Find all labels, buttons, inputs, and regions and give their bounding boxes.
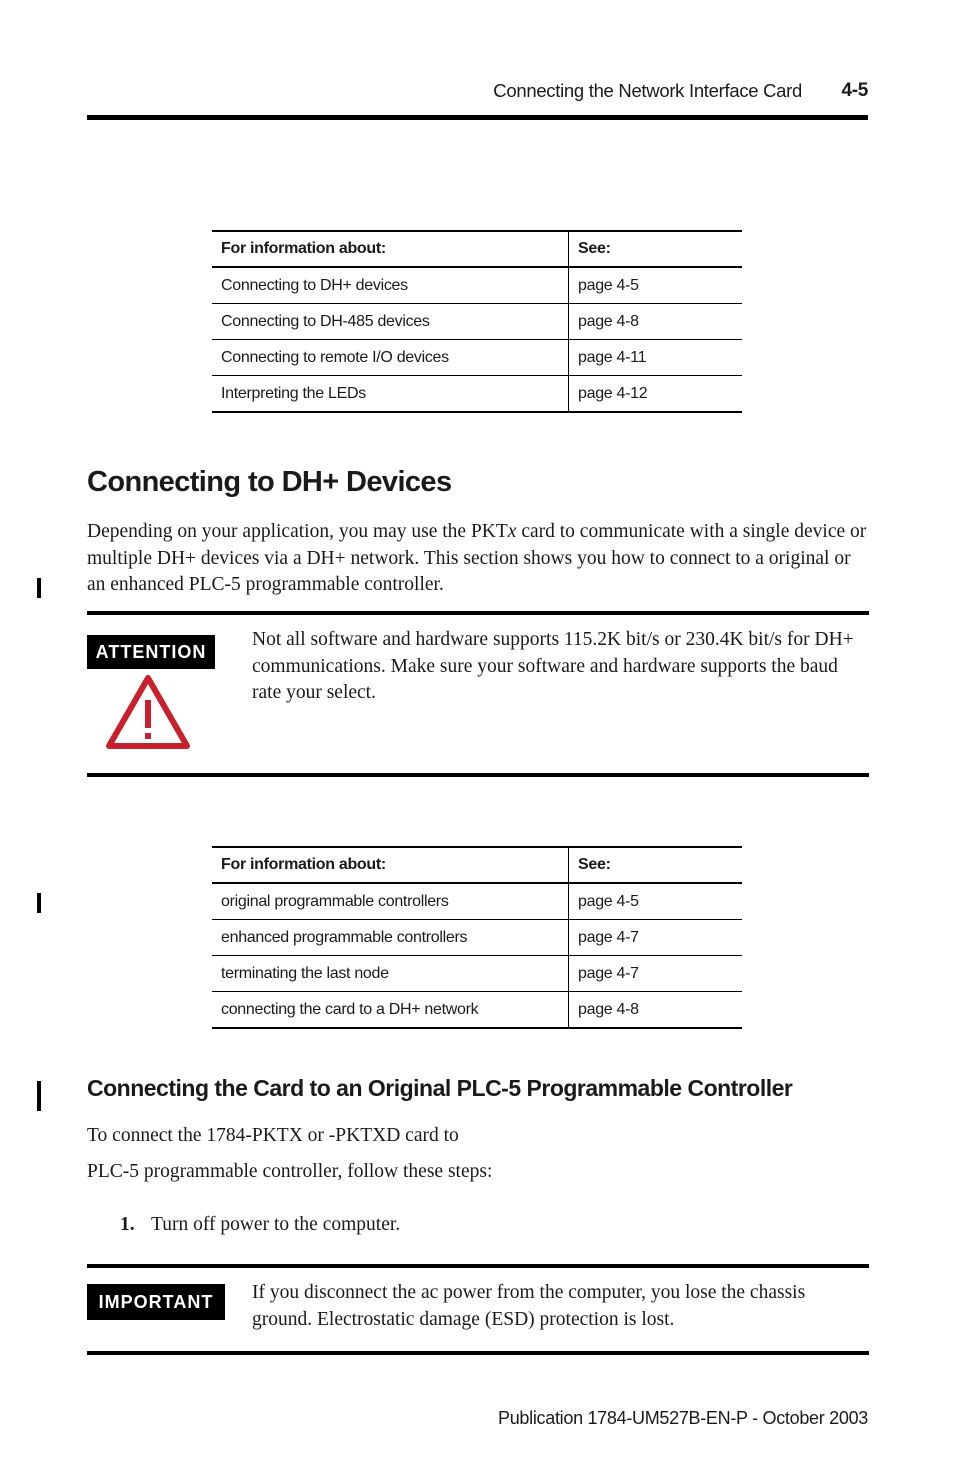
running-header-title: Connecting the Network Interface Card xyxy=(493,80,802,101)
steps-intro-line-1: To connect the 1784-PKTX or -PKTXD card to xyxy=(87,1125,459,1146)
table-cell-topic: terminating the last node xyxy=(212,956,569,992)
important-bottom-rule xyxy=(87,1351,869,1355)
attention-label: ATTENTION xyxy=(87,635,215,669)
publication-footer: Publication 1784-UM527B-EN-P - October 2003 xyxy=(498,1408,868,1428)
table-cell-topic: original programmable controllers xyxy=(212,883,569,920)
table-row xyxy=(212,920,742,956)
section-heading-original-plc5: Connecting the Card to an Original PLC-5 Programmable Controller xyxy=(87,1075,793,1101)
table-cell-topic: Connecting to remote I/O devices xyxy=(212,340,569,376)
table-cell-page-ref: page 4-8 xyxy=(569,304,743,340)
change-bar xyxy=(37,893,41,913)
important-top-rule xyxy=(87,1264,869,1268)
table-cell-page-ref: page 4-7 xyxy=(569,956,743,992)
paragraph-italic-variable: x xyxy=(507,521,517,542)
warning-triangle-icon xyxy=(105,674,191,750)
column-header-topic: For information about: xyxy=(212,847,569,883)
table-cell-topic: Connecting to DH+ devices xyxy=(212,267,569,304)
column-header-see: See: xyxy=(569,231,743,267)
attention-text: Not all software and hardware supports 115.2K bit/s or 230.4K bit/s for DH+ communications. Make sure your software and hardware supports the baud rate your select. xyxy=(252,629,854,703)
steps-intro-line-2: PLC-5 programmable controller, follow these steps: xyxy=(87,1161,493,1182)
page-number: 4-5 xyxy=(841,80,868,101)
table-row xyxy=(212,956,742,992)
table-cell-page-ref: page 4-12 xyxy=(569,376,743,413)
table-cell-page-ref: page 4-7 xyxy=(569,920,743,956)
table-row xyxy=(212,883,742,920)
section-heading-dh-plus-devices: Connecting to DH+ Devices xyxy=(87,466,452,498)
table-header-row xyxy=(212,231,742,267)
attention-top-rule xyxy=(87,611,869,615)
change-bar xyxy=(37,578,41,598)
table-cell-page-ref: page 4-5 xyxy=(569,883,743,920)
step-number: 1. xyxy=(120,1214,135,1235)
important-label: IMPORTANT xyxy=(87,1284,225,1320)
table-cell-topic: Connecting to DH-485 devices xyxy=(212,304,569,340)
controllers-table xyxy=(212,846,742,1029)
table-header-row xyxy=(212,847,742,883)
paragraph-text: card to communicate with a single device or multiple DH+ devices via a DH+ network. This section shows you how to connect to a original or an enhanced PLC-5 programmable controller. xyxy=(87,521,867,595)
important-text: If you disconnect the ac power from the computer, you lose the chassis ground. Electrostatic damage (ESD) protection is lost. xyxy=(252,1282,806,1330)
section-intro-paragraph xyxy=(87,519,867,599)
table-cell-topic: connecting the card to a DH+ network xyxy=(212,992,569,1029)
table-row xyxy=(212,376,742,413)
table-row xyxy=(212,267,742,304)
table-cell-page-ref: page 4-5 xyxy=(569,267,743,304)
table-row xyxy=(212,340,742,376)
header-rule xyxy=(87,115,868,120)
attention-bottom-rule xyxy=(87,773,869,777)
change-bar xyxy=(37,1081,41,1111)
paragraph-text: Depending on your application, you may use the PKT xyxy=(87,521,508,542)
table-cell-topic: Interpreting the LEDs xyxy=(212,376,569,413)
table-cell-page-ref: page 4-11 xyxy=(569,340,743,376)
topics-table xyxy=(212,230,742,413)
column-header-topic: For information about: xyxy=(212,231,569,267)
table-row xyxy=(212,992,742,1029)
column-header-see: See: xyxy=(569,847,743,883)
table-cell-page-ref: page 4-8 xyxy=(569,992,743,1029)
table-row xyxy=(212,304,742,340)
table-cell-topic: enhanced programmable controllers xyxy=(212,920,569,956)
step-text: Turn off power to the computer. xyxy=(151,1214,401,1235)
